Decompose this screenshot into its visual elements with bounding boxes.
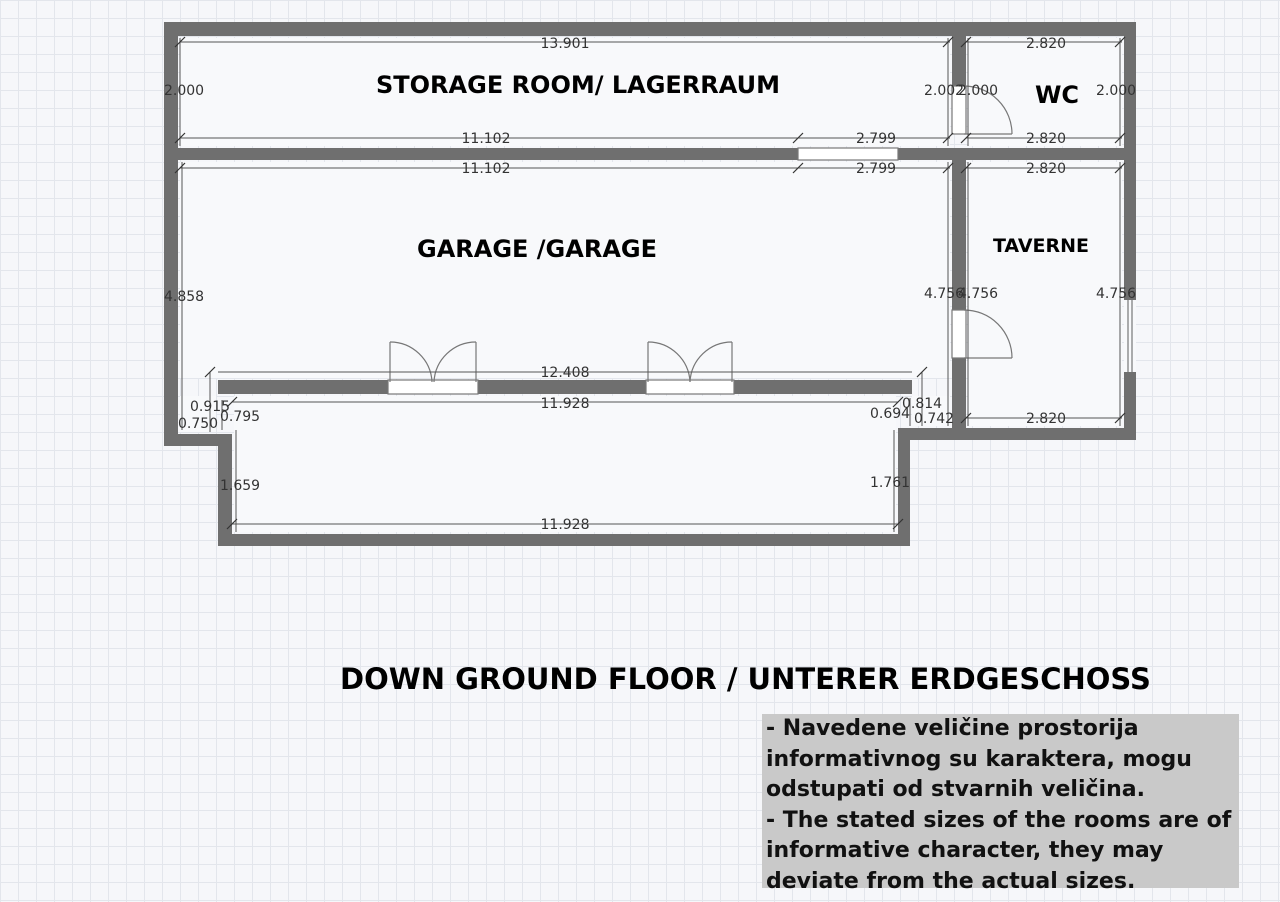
dim-storage-bottom-right: 2.799 [855, 131, 897, 147]
floors [180, 38, 1122, 532]
floor-title: DOWN GROUND FLOOR / UNTERER ERDGESCHOSS [340, 662, 1151, 696]
room-label-wc: WC [1034, 81, 1080, 109]
dim-right-step-c: 0.742 [914, 411, 955, 427]
wall-taverne-window-gap [1124, 300, 1136, 372]
dim-garage-top: 11.102 [461, 161, 511, 177]
dim-left-step-a: 0.915 [190, 399, 231, 415]
room-label-storage: STORAGE ROOM/ LAGERRAUM [376, 71, 780, 99]
disclaimer-note [762, 714, 1239, 894]
dim-taverne-top: 2.820 [1025, 161, 1067, 177]
dim-garage-top-right: 2.799 [855, 161, 897, 177]
wall-vertical-right-bottom [952, 358, 966, 428]
dim-lower-right: 1.761 [870, 475, 911, 491]
dim-garage-left: 4.858 [164, 289, 205, 305]
wall-front-right [734, 380, 912, 394]
dim-right-step-a: 0.814 [902, 396, 943, 412]
disclaimer-english: - The stated sizes of the rooms are of informative character, they may deviate from the actual sizes. [766, 807, 1232, 894]
storage-garage-opening [798, 148, 898, 160]
room-label-garage: GARAGE /GARAGE [417, 235, 657, 263]
dim-taverne-right: 4.756 [1096, 286, 1137, 302]
dim-wc-top: 2.820 [1025, 36, 1067, 52]
dim-front-inner: 11.928 [540, 396, 590, 412]
disclaimer-croatian: - Navedene veličine prostorija informativnog su karaktera, mogu odstupati od stvarnih veličina. [766, 716, 1192, 802]
dim-storage-top: 13.901 [540, 36, 590, 52]
dim-left-step-b: 0.795 [220, 409, 261, 425]
dim-lower-left: 1.659 [220, 478, 261, 494]
dim-taverne-bottom: 2.820 [1025, 411, 1067, 427]
wall-storage-garage-right [898, 148, 1124, 160]
dim-garage-right: 4.756 [924, 286, 965, 302]
wall-front-mid [478, 380, 646, 394]
dim-storage-left: 2.000 [164, 83, 205, 99]
dim-storage-bottom: 11.102 [461, 131, 511, 147]
wall-storage-garage [178, 148, 798, 160]
dim-left-step-c: 0.750 [178, 416, 219, 432]
dim-front-outer: 12.408 [540, 365, 590, 381]
dim-right-step-b: 0.694 [870, 406, 911, 422]
dim-wc-left: 2.000 [958, 83, 999, 99]
wall-front-left [218, 380, 388, 394]
dim-wc-bottom: 2.820 [1025, 131, 1067, 147]
dim-wc-right: 2.000 [1096, 83, 1137, 99]
room-label-taverne: TAVERNE [992, 235, 1090, 257]
dim-lower-bottom: 11.928 [540, 517, 590, 533]
dim-storage-right: 2.002 [924, 83, 965, 99]
dim-taverne-left: 4.756 [958, 286, 999, 302]
